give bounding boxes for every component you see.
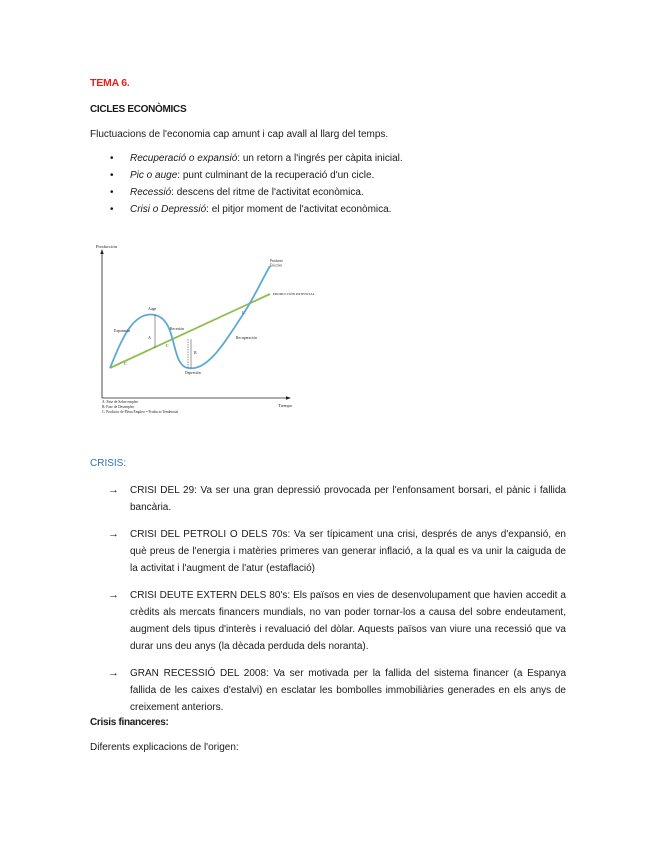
phase-term: Crisi o Depressió bbox=[130, 204, 207, 215]
annotation-peak: Auge bbox=[148, 307, 157, 311]
crisis-text: GRAN RECESSIÓ DEL 2008: Va ser motivada per la fallida del sistema financer (a Espanya fallida de les caixes d'estalvi) en esclatar les bombolles immobiliàries generades en els anys de creixement anteriors. bbox=[130, 668, 566, 713]
phase-term: Pic o auge bbox=[130, 170, 178, 181]
list-item bbox=[108, 665, 566, 716]
y-axis-arrow-icon bbox=[100, 249, 103, 254]
bullet-icon: • bbox=[110, 204, 114, 215]
list-item bbox=[108, 587, 566, 655]
annotation-c-left: C bbox=[124, 362, 127, 366]
intro-paragraph: Fluctuacions de l'economia cap amunt i cap avall al llarg del temps. bbox=[90, 129, 389, 140]
series-label-actual-line1: Producto bbox=[270, 259, 283, 263]
annotation-recession: Recesión bbox=[170, 327, 184, 331]
arrow-right-icon: → bbox=[108, 667, 119, 679]
crisis-text: CRISI DEUTE EXTERN DELS 80's: Els països en vies de desenvolupament que havien accedit a crèdits als mercats financers mundials, no van poder tornar-los a causa del sobre endeutament, augment dels tipus d'interès i revaluació del dòlar. Aquests països van viure una recessió que va durar uns deu anys (la dècada perduda dels noranta). bbox=[130, 590, 566, 652]
phase-desc: : un retorn a l'ingrés per càpita inicial. bbox=[237, 153, 403, 164]
bullet-icon: • bbox=[110, 187, 114, 198]
phase-term: Recuperació o expansió bbox=[130, 153, 238, 164]
annotation-depression: Depresión bbox=[185, 371, 201, 375]
crisis-text: CRISI DEL PETROLI O DELS 70s: Va ser típicament una crisi, després de anys d'expansió, en què preus de l'energia i matèries primeres van generar inflació, a la qual es va unir la caiguda de la activitat i l'augment de l'atur (estaflació) bbox=[130, 529, 566, 574]
bullet-icon: • bbox=[110, 170, 114, 181]
arrow-right-icon: → bbox=[108, 484, 119, 496]
list-item bbox=[108, 526, 566, 577]
annotation-a: A bbox=[148, 335, 151, 340]
x-axis-arrow-icon bbox=[286, 396, 291, 399]
legend-entry-a: A: Fase de Sobre empleo bbox=[102, 400, 139, 404]
section-title: CICLES ECONÒMICS bbox=[90, 104, 187, 115]
list-item bbox=[108, 169, 403, 186]
annotation-expansion: Expansión bbox=[114, 329, 131, 333]
actual-production-curve bbox=[110, 266, 270, 368]
arrow-right-icon: → bbox=[108, 528, 119, 540]
series-label-actual-line2: Efectivo bbox=[270, 263, 283, 268]
crisis-heading: CRISIS: bbox=[90, 458, 127, 469]
phases-list bbox=[108, 152, 403, 220]
document-title: TEMA 6. bbox=[90, 77, 130, 89]
annotation-recovery: Recuperación bbox=[236, 336, 257, 340]
legend-entry-c: C: Producto de Pleno Empleo = Producto Tendencial bbox=[102, 410, 179, 414]
business-cycle-chart bbox=[90, 240, 340, 420]
financial-crises-heading: Crisis financeres: bbox=[90, 717, 169, 728]
legend-entry-b: B: Fase de Desempleo bbox=[102, 405, 135, 409]
y-axis-label: Producción bbox=[96, 244, 117, 249]
bullet-icon: • bbox=[110, 153, 114, 164]
annotation-c-mid: C bbox=[166, 344, 169, 348]
list-item bbox=[108, 482, 566, 516]
crises-list bbox=[108, 482, 566, 726]
phase-term: Recessió bbox=[130, 187, 172, 198]
potential-production-line bbox=[110, 294, 270, 368]
list-item bbox=[108, 186, 403, 203]
annotation-b: B bbox=[194, 350, 197, 355]
crisis-text: CRISI DEL 29: Va ser una gran depressió provocada per l'enfonsament borsari, el pànic i fallida bancària. bbox=[130, 485, 566, 513]
annotation-c-right: C bbox=[242, 311, 245, 315]
phase-desc: : descens del ritme de l'activitat econòmica. bbox=[171, 187, 364, 198]
phase-desc: : punt culminant de la recuperació d'un cicle. bbox=[177, 170, 375, 181]
phase-desc: : el pitjor moment de l'activitat econòmica. bbox=[206, 204, 392, 215]
financial-crises-subtitle: Diferents explicacions de l'origen: bbox=[90, 742, 239, 753]
arrow-right-icon: → bbox=[108, 589, 119, 601]
list-item bbox=[108, 203, 403, 220]
list-item bbox=[108, 152, 403, 169]
series-label-potential: PRODUCCIÓN POTENCIAL bbox=[273, 292, 315, 296]
x-axis-label: Tiempo bbox=[278, 403, 293, 408]
